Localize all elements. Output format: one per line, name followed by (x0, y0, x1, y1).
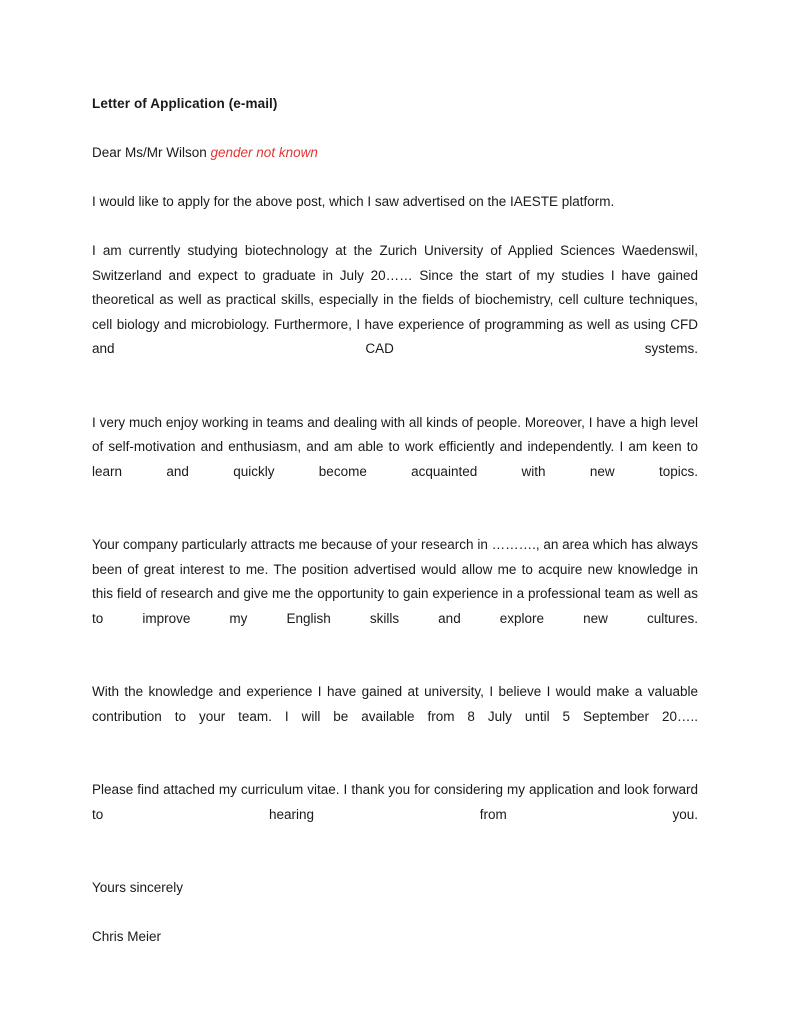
salutation-line (92, 141, 698, 166)
closing-line: Yours sincerely (92, 880, 184, 895)
paragraph-education: I am currently studying biotechnology at the Zurich University of Applied Sciences Waedenswil, Switzerland and expect to graduate in July 20…… Since the start of my studies I have gained theoretical as well as practical skills, especially in the fields of biochemistry, cell culture techniques, cell biology and microbiology. Furthermore, I have experience of programming as well as using CFD and CAD systems. (92, 243, 698, 356)
paragraph-motivation: Your company particularly attracts me because of your research in ………., an area which has always been of great interest to me. The position advertised would allow me to acquire new knowledge in this field of research and give me the opportunity to gain experience in a professional team as well as to improve my English skills and explore new cultures. (92, 537, 698, 626)
gender-annotation: gender not known (210, 145, 318, 160)
paragraph-teamwork: I very much enjoy working in teams and dealing with all kinds of people. Moreover, I have a high level of self-motivation and enthusiasm, and am able to work efficiently and independently. I am keen to learn and quickly become acquainted with new topics. (92, 414, 698, 479)
signature-name: Chris Meier (92, 929, 162, 944)
salutation-text: Dear Ms/Mr Wilson (92, 145, 211, 160)
paragraph-intro: I would like to apply for the above post, which I saw advertised on the IAESTE platform. (92, 194, 615, 209)
letter-title: Letter of Application (e-mail) (92, 96, 278, 111)
letter-body (92, 92, 698, 950)
paragraph-availability: With the knowledge and experience I have gained at university, I believe I would make a valuable contribution to your team. I will be available from 8 July until 5 September 20….. (92, 684, 698, 724)
paragraph-attachment: Please find attached my curriculum vitae. I thank you for considering my application and look forward to hearing from you. (92, 782, 698, 822)
